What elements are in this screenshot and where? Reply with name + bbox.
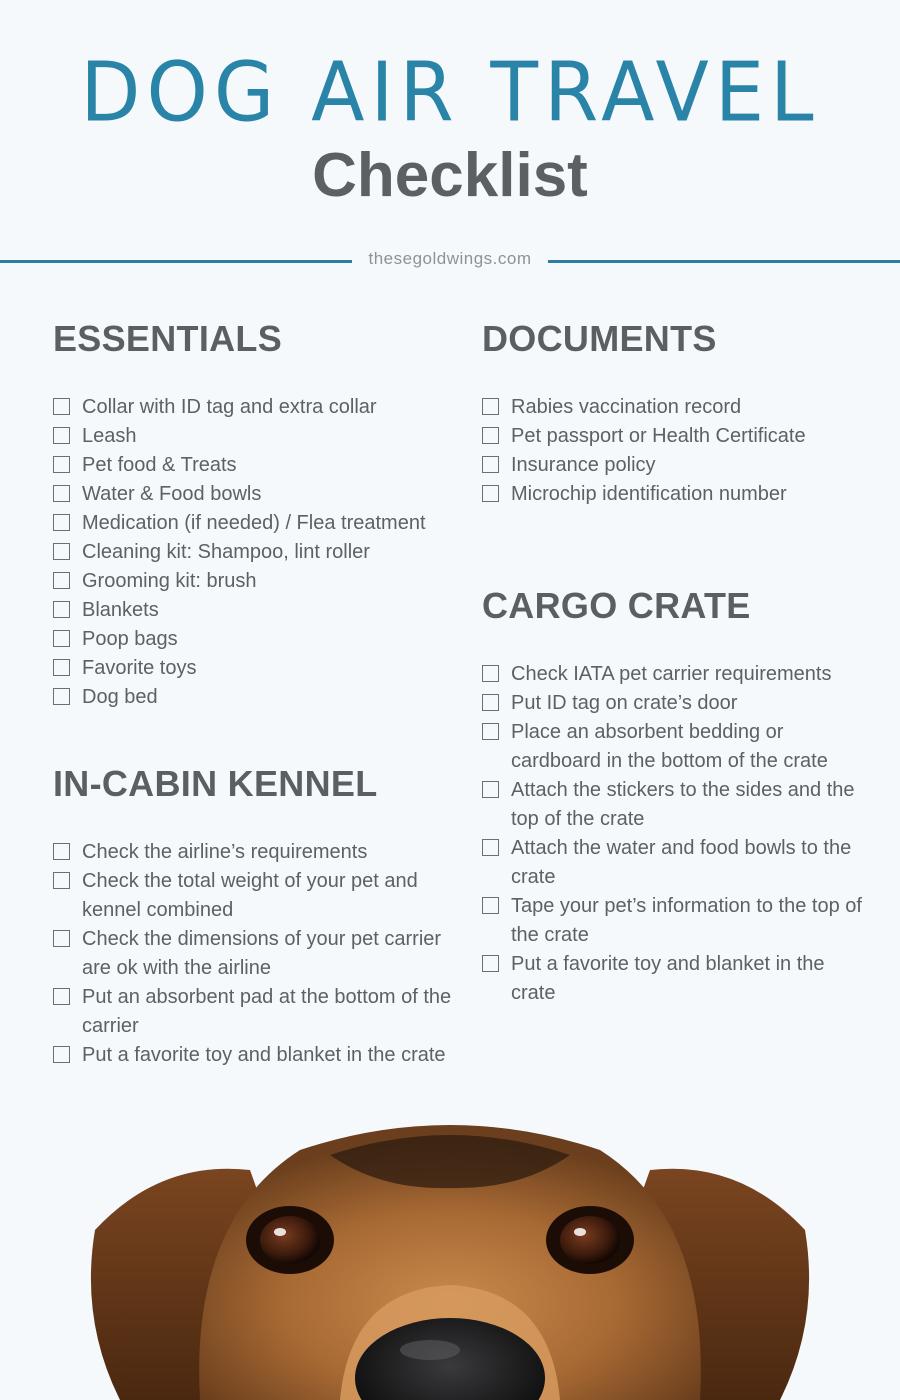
checklist-item-label: Leash (82, 425, 137, 447)
cargo-crate-heading: CARGO CRATE (482, 585, 751, 626)
essentials-section (53, 318, 453, 712)
checkbox[interactable] (53, 572, 70, 589)
checklist-item-label: Put a favorite toy and blanket in the crate (82, 1044, 446, 1066)
documents-section (482, 318, 872, 509)
checklist-item-label: Grooming kit: brush (82, 570, 257, 592)
checklist-item[interactable] (482, 451, 872, 480)
checklist-item-label: Pet food & Treats (82, 454, 237, 476)
right-eye-glint (574, 1228, 586, 1236)
checkbox[interactable] (482, 665, 499, 682)
checkbox[interactable] (53, 543, 70, 560)
checklist-item[interactable] (482, 950, 872, 1008)
checklist-item[interactable] (53, 451, 453, 480)
checklist-item-label: Check the total weight of your pet and kennel combined (82, 870, 418, 921)
checklist-item-label: Insurance policy (511, 454, 656, 476)
checkbox[interactable] (53, 514, 70, 531)
checklist-item-label: Put ID tag on crate’s door (511, 692, 738, 714)
right-eye (560, 1216, 620, 1264)
page-subtitle: Checklist (312, 141, 588, 210)
cargo-crate-section (482, 585, 872, 1008)
page-title: DOG AIR TRAVEL (80, 45, 820, 141)
checkbox[interactable] (482, 427, 499, 444)
checkbox[interactable] (482, 839, 499, 856)
checkbox[interactable] (482, 694, 499, 711)
checklist-item[interactable] (53, 393, 453, 422)
essentials-heading: ESSENTIALS (53, 318, 283, 359)
checklist-item[interactable] (53, 596, 453, 625)
in-cabin-kennel-heading: IN-CABIN KENNEL (53, 763, 378, 804)
checklist-item[interactable] (482, 660, 872, 689)
checklist-item-label: Place an absorbent bedding or cardboard in the bottom of the crate (511, 721, 828, 772)
checklist-item[interactable] (482, 393, 872, 422)
checklist-item-label: Dog bed (82, 686, 158, 708)
checklist-item[interactable] (53, 567, 453, 596)
checkbox[interactable] (482, 955, 499, 972)
checklist-item-label: Poop bags (82, 628, 178, 650)
essentials-list (53, 393, 453, 712)
checklist-item[interactable] (53, 925, 463, 983)
checklist-item[interactable] (482, 718, 872, 776)
checkbox[interactable] (482, 398, 499, 415)
checklist-item-label: Microchip identification number (511, 483, 787, 505)
checklist-item-label: Put a favorite toy and blanket in the crate (511, 953, 825, 1004)
left-eye (260, 1216, 320, 1264)
in-cabin-kennel-section (53, 763, 463, 1070)
checkbox[interactable] (482, 897, 499, 914)
checkbox[interactable] (482, 456, 499, 473)
checklist-item-label: Check the dimensions of your pet carrier are ok with the airline (82, 928, 442, 979)
checklist-item-label: Water & Food bowls (82, 483, 262, 505)
checkbox[interactable] (53, 988, 70, 1005)
checkbox[interactable] (53, 398, 70, 415)
checkbox[interactable] (53, 872, 70, 889)
checklist-item[interactable] (53, 422, 453, 451)
checklist-item[interactable] (482, 892, 872, 950)
checkbox[interactable] (482, 723, 499, 740)
in-cabin-kennel-list (53, 838, 463, 1070)
checkbox[interactable] (53, 630, 70, 647)
checklist-item-label: Cleaning kit: Shampoo, lint roller (82, 541, 370, 563)
checklist-item[interactable] (53, 867, 463, 925)
checkbox[interactable] (53, 659, 70, 676)
checkbox[interactable] (53, 843, 70, 860)
checkbox[interactable] (482, 781, 499, 798)
checklist-item-label: Attach the water and food bowls to the crate (511, 837, 852, 888)
divider-right (548, 260, 900, 263)
checklist-item[interactable] (482, 834, 872, 892)
checklist-item[interactable] (482, 480, 872, 509)
checklist-item-label: Attach the stickers to the sides and the top of the crate (511, 779, 855, 830)
checkbox[interactable] (53, 485, 70, 502)
checklist-item[interactable] (53, 838, 463, 867)
checklist-item[interactable] (53, 480, 453, 509)
checklist-item-label: Favorite toys (82, 657, 197, 679)
checklist-item[interactable] (53, 983, 463, 1041)
checklist-item-label: Blankets (82, 599, 159, 621)
divider-left (0, 260, 352, 263)
checklist-item-label: Collar with ID tag and extra collar (82, 396, 377, 418)
documents-heading: DOCUMENTS (482, 318, 717, 359)
checklist-item[interactable] (53, 625, 453, 654)
dog-photo (0, 1060, 900, 1400)
checklist-item[interactable] (482, 689, 872, 718)
checklist-item[interactable] (53, 538, 453, 567)
checklist-item-label: Check the airline’s requirements (82, 841, 368, 863)
checklist-item-label: Tape your pet’s information to the top of the crate (511, 895, 862, 946)
checklist-item-label: Medication (if needed) / Flea treatment (82, 512, 426, 534)
checkbox[interactable] (482, 485, 499, 502)
checklist-item-label: Rabies vaccination record (511, 396, 742, 418)
checkbox[interactable] (53, 930, 70, 947)
checkbox[interactable] (53, 427, 70, 444)
checklist-item-label: Pet passport or Health Certificate (511, 425, 806, 447)
checkbox[interactable] (53, 601, 70, 618)
cargo-crate-list (482, 660, 872, 1008)
checklist-item[interactable] (482, 422, 872, 451)
documents-list (482, 393, 872, 509)
checklist-item[interactable] (482, 776, 872, 834)
left-eye-glint (274, 1228, 286, 1236)
checkbox[interactable] (53, 688, 70, 705)
checklist-item[interactable] (53, 683, 453, 712)
site-credit: thesegoldwings.com (368, 249, 532, 268)
checklist-item[interactable] (53, 654, 453, 683)
checkbox[interactable] (53, 456, 70, 473)
checklist-item[interactable] (53, 509, 453, 538)
checklist-item-label: Put an absorbent pad at the bottom of the carrier (82, 986, 452, 1037)
checklist-item-label: Check IATA pet carrier requirements (511, 663, 832, 685)
nose-highlight (400, 1340, 460, 1360)
